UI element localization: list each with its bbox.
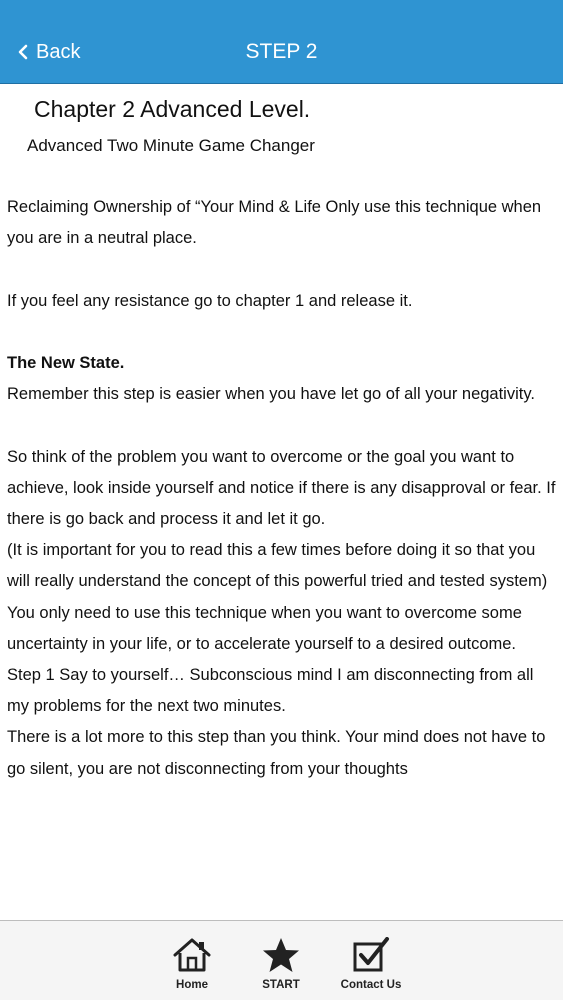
paragraph: Remember this step is easier when you have let go of all your negativity. <box>7 385 535 404</box>
chapter-title: Chapter 2 Advanced Level. <box>34 96 311 122</box>
paragraph: Step 1 Say to yourself… Subconscious mind I am disconnecting from all my problems for the next two minutes. <box>7 666 534 716</box>
home-icon <box>172 937 212 973</box>
article-body <box>7 192 559 785</box>
content-area[interactable] <box>0 84 563 920</box>
tab-contact-us[interactable] <box>331 937 411 991</box>
paragraph: (It is important for you to read this a few times before doing it so that you will really understand the concept of this powerful tried and tested system) <box>7 541 548 591</box>
paragraph-gap <box>7 317 559 348</box>
tab-start[interactable] <box>241 937 321 991</box>
tab-bar <box>0 920 563 1000</box>
paragraph: Reclaiming Ownership of “Your Mind & Life Only use this technique when <box>7 198 542 216</box>
tab-label: Contact Us <box>340 979 402 991</box>
paragraph-gap <box>7 410 559 441</box>
star-icon <box>261 937 301 973</box>
tab-home[interactable] <box>152 937 232 991</box>
tab-label: Home <box>176 979 208 991</box>
status-bar <box>0 0 563 20</box>
page-title: STEP 2 <box>245 40 318 63</box>
chapter-subtitle: Advanced Two Minute Game Changer <box>27 136 315 155</box>
paragraph-gap <box>7 254 559 285</box>
back-label: Back <box>36 40 81 63</box>
paragraph: You only need to use this technique when you want to overcome some uncertainty in your life, or to accelerate yourself to a desired outcome. <box>7 603 522 653</box>
paragraph: you are in a neutral place. <box>7 229 197 248</box>
nav-bar <box>0 0 563 84</box>
paragraph: So think of the problem you want to overcome or the goal you want to achieve, look inside yourself and notice if there is any disapproval or fear. If there is go back and process it and let it go. <box>7 447 556 528</box>
checkbox-icon <box>351 937 391 973</box>
tab-label: START <box>262 979 300 991</box>
paragraph: If you feel any resistance go to chapter 1 and release it. <box>7 291 413 310</box>
paragraph: There is a lot more to this step than you think. Your mind does not have to go silent, you are not disconnecting from your thoughts <box>7 728 546 778</box>
section-heading: The New State. <box>7 353 125 372</box>
